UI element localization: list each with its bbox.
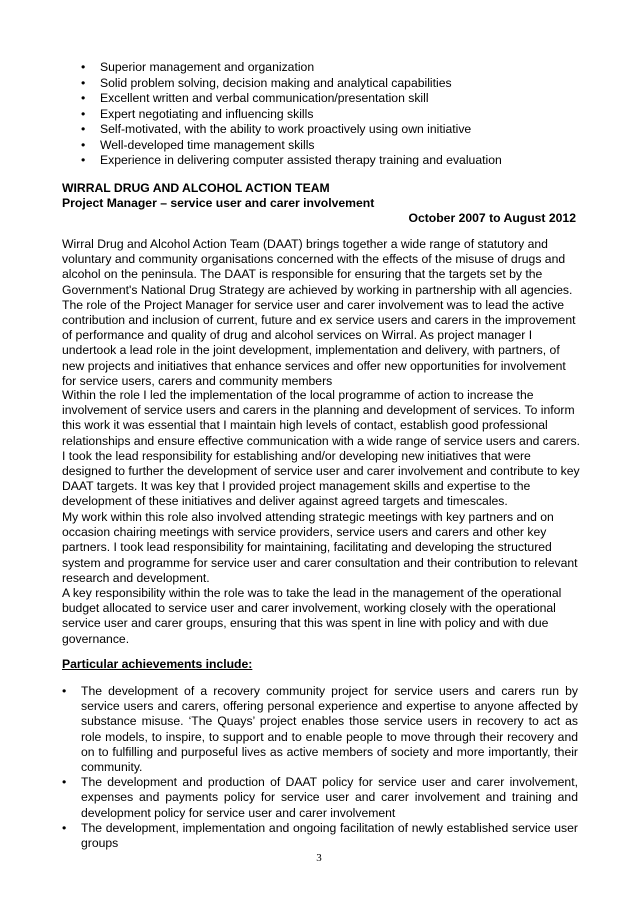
role-description-paragraph: Wirral Drug and Alcohol Action Team (DAAT) brings together a wide range of statutory and voluntary and community organisations concerned with the effects of the misuse of drugs and alcohol on the peninsula. The DAAT is responsible for ensuring that the targets set by the Government's National Drug Strategy are achieved by working in partnership with all agencies. The role of the Project Manager for service user and carer involvement was to lead the active contribution and inclusion of current, future and ex service users and carers in the improvement of performance and quality of drug and alcohol services on Wirral. As project manager I undertook a lead role in the joint development, implementation and delivery, with partners, of new projects and initiatives that enhance services and offer new opportunities for involvement for service users, carers and community members xyxy=(62,237,576,388)
page-number: 3 xyxy=(316,852,322,864)
role-description-paragraph: A key responsibility within the role was to take the lead in the management of the operational budget allocated to service user and carer involvement, working closely with the operational service user and carer groups, ensuring that this was spent in line with policy and with due governance. xyxy=(62,586,562,646)
organisation-heading: WIRRAL DRUG AND ALCOHOL ACTION TEAM xyxy=(62,181,330,195)
skill-item: • Well-developed time management skills xyxy=(62,138,582,154)
skill-item: • Self-motivated, with the ability to work proactively using own initiative xyxy=(62,122,582,138)
achievement-item: • The development and production of DAAT policy for service user and carer involvement, expenses and payments policy for service user and carer involvement and training and development policy for service user and carer involvement xyxy=(62,775,578,821)
skill-item: • Experience in delivering computer assisted therapy training and evaluation xyxy=(62,153,582,169)
skill-item: • Expert negotiating and influencing skills xyxy=(62,107,582,123)
skill-item: • Superior management and organization xyxy=(62,60,582,76)
achievement-item: • The development of a recovery community project for service users and carers run by service users and carers, offering personal experience and expertise to anyone affected by substance misuse. ‘The Quays’ project enables those service users in recovery to act as role models, to inspire, to support and to enable people to move through their recovery and on to fulfilling and purposeful lives as active members of society and more importantly, their community. xyxy=(62,684,578,775)
role-description-paragraph: My work within this role also involved attending strategic meetings with key partners and on occasion chairing meetings with service providers, service users and carers and other key partners. I took lead responsibility for maintaining, facilitating and developing the structured system and programme for service user and carer consultation and their contribution to relevant research and development. xyxy=(62,510,578,585)
achievements-list xyxy=(62,684,578,851)
skill-item: • Excellent written and verbal communication/presentation skill xyxy=(62,91,582,107)
role-description-paragraph: Within the role I led the implementation of the local programme of action to increase the involvement of service users and carers in the planning and development of services. To inform this work it was essential that I maintain high levels of contact, establish good professional relationships and ensure effective communication with a wide range of service users and carers. I took the lead responsibility for establishing and/or developing new initiatives that were designed to further the development of service user and carer involvement and contribute to key DAAT targets. It was key that I provided project management skills and expertise to the development of these initiatives and deliver against agreed targets and timescales. xyxy=(62,388,581,509)
job-role-title: Project Manager – service user and carer involvement xyxy=(62,196,375,210)
achievement-item: • The development, implementation and ongoing facilitation of newly established service user groups xyxy=(62,821,578,851)
achievements-heading: Particular achievements include: xyxy=(62,657,253,671)
employment-dates: October 2007 to August 2012 xyxy=(408,211,576,225)
skill-item: • Solid problem solving, decision making and analytical capabilities xyxy=(62,76,582,92)
skills-list xyxy=(62,60,582,169)
